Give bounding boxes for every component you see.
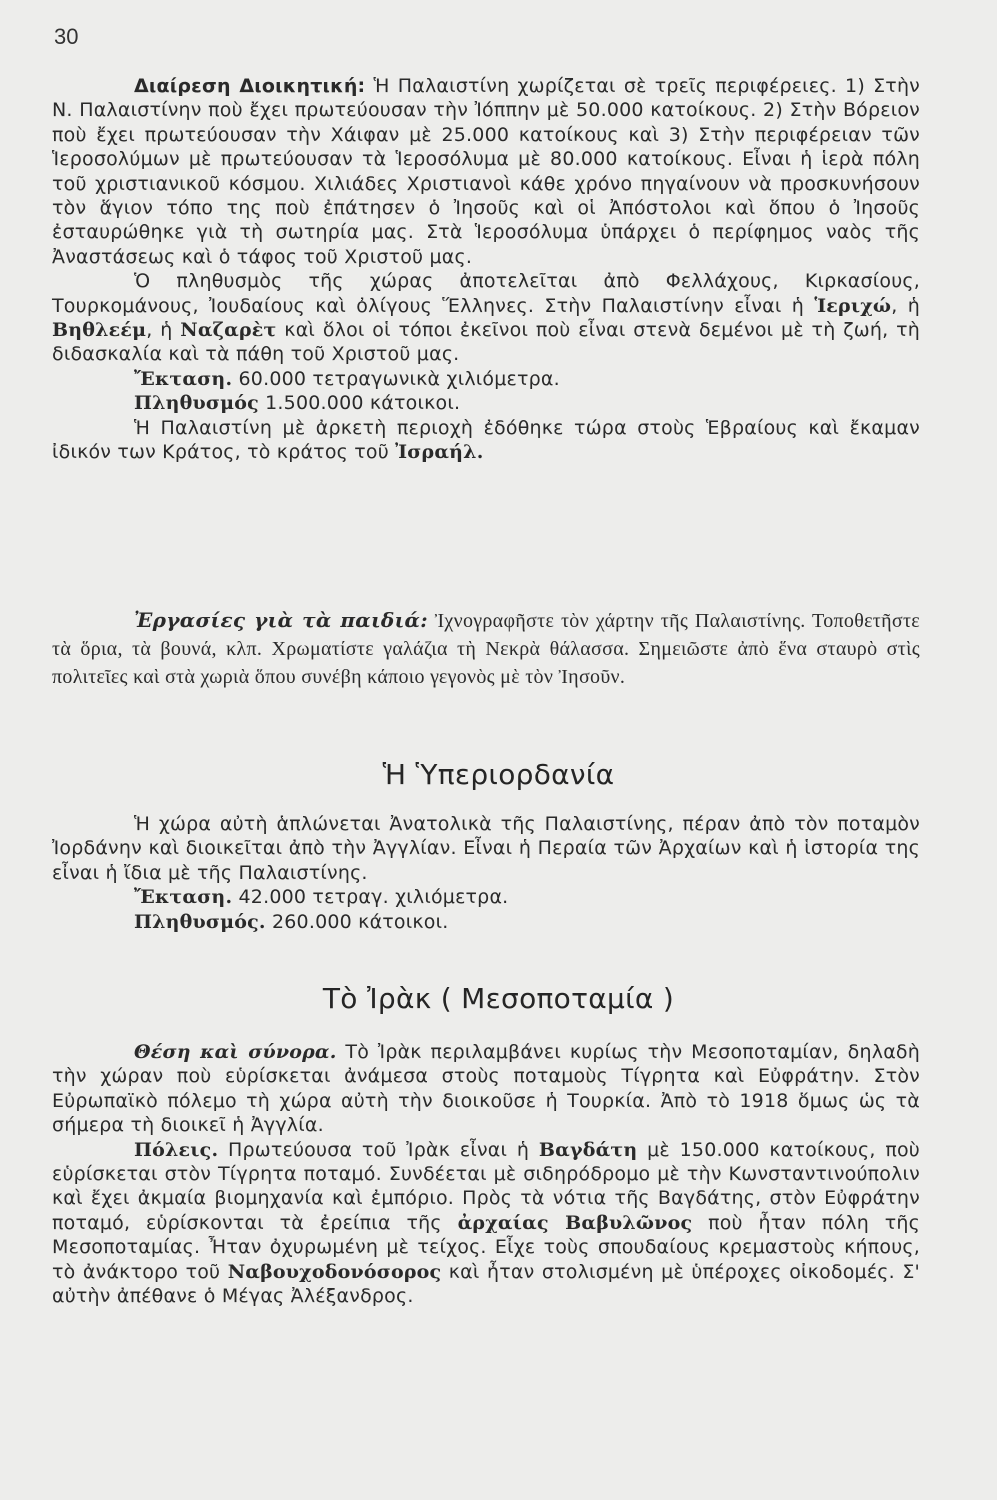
city-babylon: ἀρχαίας Βαβυλῶνος bbox=[457, 1211, 693, 1234]
place-nazareth: Ναζαρὲτ bbox=[180, 319, 277, 342]
transjordan-area-label: Ἔκταση. bbox=[134, 886, 233, 909]
population-line bbox=[52, 391, 920, 415]
population-intro-text: Ὁ πληθυσμὸς τῆς χώρας ἀποτελεῖται ἀπὸ Φελλάχους, Κιρκασίους, Τουρκομάνους, Ἰουδαίους καὶ ὀλίγους Ἕλληνες. Στὴν Παλαιστίνην εἶναι ἡ bbox=[52, 270, 920, 317]
separator: , ἡ bbox=[146, 319, 181, 342]
iraq-heading: Τὸ Ἰρὰκ ( Μεσοποταμία ) bbox=[322, 982, 675, 1015]
transjordan-area-value: 42.000 τετραγ. χιλιόμετρα. bbox=[232, 886, 509, 909]
exercise-label: Ἐργασίες γιὰ τὰ παιδιά: bbox=[134, 608, 428, 632]
exercise-section bbox=[52, 606, 920, 691]
transjordan-area-line bbox=[52, 885, 920, 909]
transjordan-section bbox=[52, 812, 920, 934]
place-bethlehem: Βηθλεέμ bbox=[52, 319, 147, 342]
population-value: 1.500.000 κάτοικοι. bbox=[258, 392, 461, 415]
city-baghdad: Βαγδάτη bbox=[538, 1138, 638, 1161]
area-label: Ἔκταση. bbox=[134, 367, 233, 390]
area-line bbox=[52, 367, 920, 391]
population-rest-text: καὶ ὅλοι οἱ τόποι ἐκεῖνοι ποὺ εἶναι στενὰ δεμένοι μὲ τὴ ζωή, τὴ διδασκαλία καὶ τὰ πάθη τοῦ Χριστοῦ μας. bbox=[52, 319, 920, 366]
iraq-cities-text-3: ποὺ ἦταν πόλη τῆς Μεσοποταμίας. Ἦταν ὀχυρωμένη μὲ τείχος. Εἶχε τοὺς σπουδαίους κρεμαστοὺς κήπους, τὸ ἀνάκτορο τοῦ bbox=[52, 1211, 921, 1283]
population-composition-paragraph bbox=[52, 269, 920, 367]
place-jericho: Ἱεριχώ bbox=[814, 294, 892, 317]
israel-text: Ἡ Παλαιστίνη μὲ ἀρκετὴ περιοχὴ ἐδόθηκε τώρα στοὺς Ἑβραίους καὶ ἔκαμαν ἰδικόν των Κράτος, τὸ κράτος τοῦ bbox=[52, 416, 920, 464]
page-number: 30 bbox=[54, 24, 79, 49]
admin-division-text: Ἡ Παλαιστίνη χωρίζεται σὲ τρεῖς περιφέρειες. 1) Στὴν Ν. Παλαιστίνην ποὺ ἔχει πρωτεύουσαν τὴν Ἰόππην μὲ 50.000 κατοίκους. 2) Στὴν Βόρειον ποὺ ἔχει πρωτεύουσαν τὴν Χάιφαν μὲ 25.000 κατοίκους καὶ 3) Στὴν περιφέρειαν τῶν Ἱεροσολύμων μὲ πρωτεύουσαν τὰ Ἱεροσόλυμα μὲ 80.000 κατοίκους. Εἶναι ἡ ἱερὰ πόλη τοῦ χριστιανικοῦ κόσμου. Χιλιάδες Χριστιανοὶ κάθε χρόνο πηγαίνουν νὰ προσκυνήσουν τὸν ἅγιον τόπο της ποὺ ἐπάτησεν ὁ Ἰησοῦς καὶ οἱ Ἀπόστολοι καὶ ὅπου ὁ Ἰησοῦς ἐσταυρώθηκε γιὰ τὴ σωτηρία μας. Στὰ Ἱεροσόλυμα ὑπάρχει ὁ περίφημος ναὸς τῆς Ἀναστάσεως καὶ ὁ τάφος τοῦ Χριστοῦ μας. bbox=[52, 75, 920, 268]
transjordan-population-value: 260.000 κάτοικοι. bbox=[265, 910, 449, 933]
iraq-position-text: Τὸ Ἰρὰκ περιλαμβάνει κυρίως τὴν Μεσοποταμίαν, δηλαδὴ τὴν χώραν ποὺ εὑρίσκεται ἀνάμεσα στοὺς ποταμοὺς Τίγρητα καὶ Εὐφράτην. Στὸν Εὐρωπαϊκὸ πόλεμο τὴ χώρα αὐτὴ τὴν διοικοῦσε ἡ Τουρκία. Ἀπὸ τὸ 1918 ὅμως ὡς τὰ σήμερα τὴ διοικεῖ ἡ Ἀγγλία. bbox=[52, 1041, 920, 1137]
king-nebuchadnezzar: Ναβουχοδονόσορος bbox=[227, 1260, 442, 1283]
transjordan-population-label: Πληθυσμός. bbox=[134, 910, 266, 933]
area-value: 60.000 τετραγωνικὰ χιλιόμετρα. bbox=[232, 367, 560, 390]
iraq-cities-paragraph bbox=[52, 1138, 920, 1309]
iraq-position-paragraph bbox=[52, 1040, 920, 1138]
exercise-text: Ἰχνογραφῆστε τὸν χάρτην τῆς Παλαιστίνης. Τοποθετῆστε τὰ ὅρια, τὰ βουνά, κλπ. Χρωματίστε γαλάζια τὴ Νεκρὰ θάλασσα. Σημειῶστε ἀπὸ ἕνα σταυρὸ στὶς πολιτεῖες καὶ στὰ χωριὰ ὅπου συνέβη κάποιο γεγονὸς μὲ τὸν Ἰησοῦν. bbox=[52, 610, 920, 688]
transjordan-heading: Ἡ Ὑπεριορδανία bbox=[382, 758, 615, 791]
transjordan-paragraph: Ἡ χώρα αὐτὴ ἁπλώνεται Ἀνατολικὰ τῆς Παλαιστίνης, πέραν ἀπὸ τὸν ποταμὸν Ἰορδάνην καὶ διοικεῖται ἀπὸ τὴν Ἀγγλίαν. Εἶναι ἡ Περαία τῶν Ἀρχαίων καὶ ἡ ἱστορία της εἶναι ἡ ἴδια μὲ τῆς Παλαιστίνης. bbox=[52, 813, 920, 884]
iraq-cities-text-2: μὲ 150.000 κατοίκους, ποὺ εὑρίσκεται στὸν Τίγρητα ποταμό. Συνδέεται μὲ σιδηρόδρομο μὲ τὴν Κωνσταντινούπολιν καὶ ἔχει ἀκμαία βιομηχανία καὶ ἐμπόριο. Πρὸς τὰ νότια τῆς Βαγδάτης, στὸν Εὐφράτην ποταμό, εὑρίσκονται τὰ ἐρείπια τῆς bbox=[52, 1138, 920, 1234]
population-label: Πληθυσμός bbox=[134, 392, 259, 415]
transjordan-population-line bbox=[52, 910, 920, 934]
iraq-section bbox=[52, 1040, 920, 1308]
administrative-division-paragraph bbox=[52, 74, 920, 269]
israel-name: Ἰσραήλ. bbox=[395, 441, 484, 464]
exercise-paragraph bbox=[52, 606, 920, 691]
separator: , ἡ bbox=[891, 294, 920, 317]
iraq-cities-text-4: καὶ ἦταν στολισμένη μὲ ὑπέροχες οἰκοδομές. Σ' αὐτὴν ἀπέθανε ὁ Μέγας Ἀλέξανδρος. bbox=[52, 1260, 920, 1308]
admin-division-label: Διαίρεση Διοικητική: bbox=[134, 75, 366, 97]
iraq-cities-text-1: Πρωτεύουσα τοῦ Ἰρὰκ εἶναι ἡ bbox=[218, 1138, 539, 1161]
israel-paragraph bbox=[52, 416, 920, 465]
iraq-cities-label: Πόλεις. bbox=[134, 1138, 219, 1161]
palestine-section bbox=[52, 74, 920, 465]
iraq-position-label: Θέση καὶ σύνορα. bbox=[134, 1041, 337, 1063]
